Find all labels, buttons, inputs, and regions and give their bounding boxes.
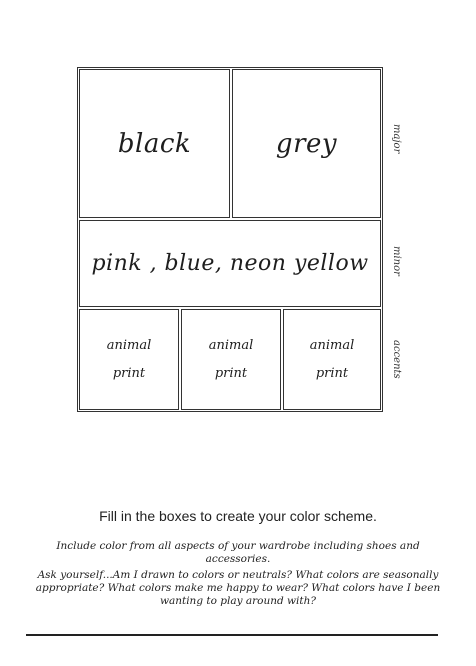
- accent-1-line1: animal: [106, 337, 152, 353]
- major-left-text: black: [117, 128, 192, 159]
- accent-2-line2: print: [214, 365, 248, 381]
- accent-box-1[interactable]: [79, 309, 179, 410]
- side-label-accents: accents: [391, 340, 402, 379]
- side-label-minor: minor: [391, 246, 402, 276]
- divider-line: [26, 634, 438, 636]
- accent-box-3[interactable]: [283, 309, 381, 410]
- accent-3-line1: animal: [309, 337, 355, 353]
- accent-box-2[interactable]: [181, 309, 281, 410]
- minor-box[interactable]: [79, 220, 381, 307]
- instructions-title: Fill in the boxes to create your color scheme.: [99, 508, 377, 524]
- accent-1-line2: print: [112, 365, 146, 381]
- major-box-left[interactable]: [79, 69, 230, 218]
- accent-3-line2: print: [315, 365, 349, 381]
- instructions-include: Include color from all aspects of your wardrobe including shoes and accessories.: [56, 540, 420, 565]
- major-box-right[interactable]: [232, 69, 381, 218]
- major-right-text: grey: [275, 128, 338, 159]
- instructions-ask: Ask yourself...Am I drawn to colors or neutrals? What colors are seasonally appropriate? What colors make me happy to wear? What colors have I been wanting to play around with?: [35, 569, 441, 607]
- minor-text: pink , blue, neon yellow: [91, 251, 369, 276]
- side-label-major: major: [391, 124, 402, 154]
- accent-2-line1: animal: [208, 337, 254, 353]
